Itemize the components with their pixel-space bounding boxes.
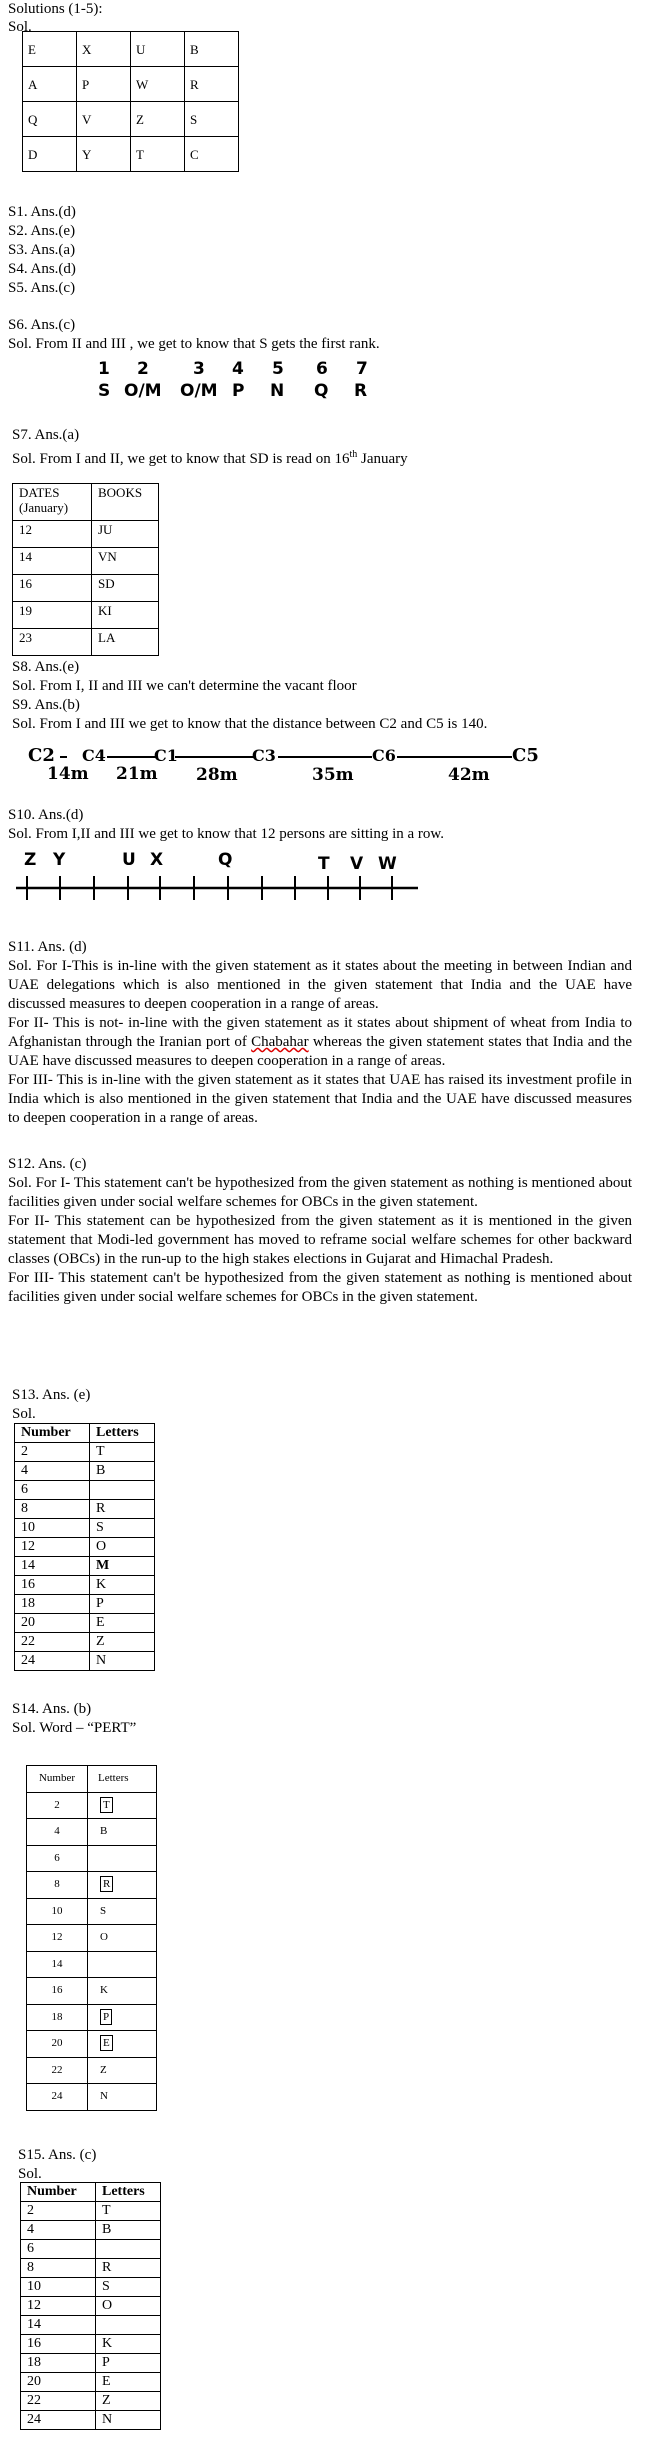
table-cell: 16 [27, 1978, 88, 2005]
table-cell: 14 [13, 548, 92, 575]
table-row [15, 1462, 155, 1481]
table-cell: JU [92, 521, 159, 548]
distance-label: 42m [448, 765, 490, 785]
table-cell: P [96, 2354, 161, 2373]
table-row [27, 1792, 157, 1819]
rank-name-5: N [270, 381, 285, 401]
table-cell: B [88, 1819, 157, 1846]
table-cell: 24 [27, 2084, 88, 2111]
s12-explanation [8, 1174, 632, 1307]
seat-label-v: V [350, 854, 364, 874]
s6-solution: Sol. From II and III , we get to know that S gets the first rank. [8, 336, 380, 352]
table-cell: 20 [15, 1614, 90, 1633]
table-cell: 12 [27, 1925, 88, 1952]
table-cell: 4 [27, 1819, 88, 1846]
grid-cell: E [23, 32, 77, 67]
table-cell: E [96, 2373, 161, 2392]
s9-answer: S9. Ans.(b) [12, 697, 80, 713]
table-row [13, 575, 159, 602]
table-cell: R [90, 1500, 155, 1519]
table-cell: Z [88, 2057, 157, 2084]
letters-header: Letters [96, 2183, 161, 2202]
seat-label-q: Q [218, 850, 233, 870]
letters-header: Letters [88, 1766, 157, 1793]
table-cell: 22 [27, 2057, 88, 2084]
s15-number-letters-table [20, 2182, 161, 2430]
letters-header: Letters [90, 1424, 155, 1443]
table-row [21, 2335, 161, 2354]
table-cell: 14 [27, 1951, 88, 1978]
seat-label-t: T [318, 854, 330, 874]
s14-solution: Sol. Word – “PERT” [12, 1720, 137, 1736]
table-cell: N [90, 1652, 155, 1671]
books-header: BOOKS [92, 484, 159, 521]
table-cell: S [88, 1898, 157, 1925]
solutions-title: Solutions (1-5): [8, 1, 103, 17]
table-cell: 20 [21, 2373, 96, 2392]
grid-cell: Y [77, 137, 131, 172]
table-cell: 8 [27, 1872, 88, 1899]
s12-para-2: For II- This statement can be hypothesized from the given statement as it is mentioned in the given statement that Modi-led government has moved to reframe social welfare schemes for other backward classes (OBCs) in the run-up to the high stakes elections in Gujarat and Himachal Pradesh. [8, 1213, 632, 1267]
rank-name-3: O/M [180, 381, 218, 401]
table-row [13, 629, 159, 656]
table-cell: 22 [21, 2392, 96, 2411]
s7-solution: Sol. From I and II, we get to know that SD is read on 16th January [12, 449, 408, 467]
table-row [21, 2411, 161, 2430]
table-row [15, 1538, 155, 1557]
table-cell: KI [92, 602, 159, 629]
number-header: Number [15, 1424, 90, 1443]
grid-cell: X [77, 32, 131, 67]
table-cell: 6 [15, 1481, 90, 1500]
table-cell: Z [96, 2392, 161, 2411]
grid-cell: A [23, 67, 77, 102]
table-row [15, 1500, 155, 1519]
table-row [13, 548, 159, 575]
s12-para-1: Sol. For I- This statement can't be hypothesized from the given statement as nothing is mentioned about facilities given under social welfare schemes for OBCs in the given statement. [8, 1175, 632, 1210]
table-cell [88, 1792, 157, 1819]
boxed-letter: E [100, 2035, 113, 2051]
table-cell: 12 [13, 521, 92, 548]
table-cell: S [90, 1519, 155, 1538]
s13-sol-label: Sol. [12, 1406, 36, 1422]
table-row [15, 1633, 155, 1652]
grid-cell: D [23, 137, 77, 172]
seat-label-u: U [122, 850, 136, 870]
grid-cell: U [131, 32, 185, 67]
table-cell [88, 1872, 157, 1899]
table-cell: 2 [21, 2202, 96, 2221]
table-cell: K [96, 2335, 161, 2354]
table-cell [88, 2004, 157, 2031]
number-header: Number [27, 1766, 88, 1793]
point-c5: C5 [512, 745, 539, 766]
table-row [13, 602, 159, 629]
table-cell: O [96, 2297, 161, 2316]
table-cell: P [90, 1595, 155, 1614]
table-row [21, 2354, 161, 2373]
s14-number-letters-table [26, 1765, 157, 2111]
rank-4: 4 [232, 359, 244, 379]
s12-answer: S12. Ans. (c) [8, 1156, 87, 1172]
table-row [21, 2316, 161, 2335]
s6-answer: S6. Ans.(c) [8, 317, 76, 333]
table-cell: E [90, 1614, 155, 1633]
table-row [21, 2202, 161, 2221]
s9-solution: Sol. From I and III we get to know that the distance between C2 and C5 is 140. [12, 716, 488, 732]
answer-s1: S1. Ans.(d) [8, 204, 76, 220]
table-cell: B [90, 1462, 155, 1481]
table-cell [88, 2031, 157, 2058]
table-cell: 12 [21, 2297, 96, 2316]
rank-name-4: P [232, 381, 245, 401]
table-row [15, 1595, 155, 1614]
table-cell: 18 [21, 2354, 96, 2373]
rank-name-7: R [354, 381, 368, 401]
boxed-letter: R [100, 1876, 113, 1892]
grid-cell: S [185, 102, 239, 137]
rank-name-6: Q [314, 381, 329, 401]
table-cell: SD [92, 575, 159, 602]
table-cell: K [90, 1576, 155, 1595]
distance-label: 14m [47, 764, 89, 784]
rank-6: 6 [316, 359, 328, 379]
table-cell: O [88, 1925, 157, 1952]
table-cell: O [90, 1538, 155, 1557]
s7-answer: S7. Ans.(a) [12, 427, 80, 443]
table-header-row [21, 2183, 161, 2202]
table-cell: M [90, 1557, 155, 1576]
rank-name-2: O/M [124, 381, 162, 401]
table-cell: 2 [15, 1443, 90, 1462]
table-cell: 19 [13, 602, 92, 629]
table-cell: S [96, 2278, 161, 2297]
table-cell: 8 [15, 1500, 90, 1519]
table-cell: 16 [15, 1576, 90, 1595]
table-cell: 24 [15, 1652, 90, 1671]
table-cell: 22 [15, 1633, 90, 1652]
s11-para-2: For II- This is not- in-line with the given statement as it states about shipment of wheat from India to Afghanistan through the Iranian port of Chabahar whereas the given statement states that India and the UAE have discussed measures to deepen cooperation in a range of areas. [8, 1015, 632, 1069]
table-cell: 8 [21, 2259, 96, 2278]
table-cell: 23 [13, 629, 92, 656]
table-row [27, 1978, 157, 2005]
grid-row [23, 32, 239, 67]
table-row [21, 2278, 161, 2297]
rank-2: 2 [137, 359, 149, 379]
table-row [15, 1652, 155, 1671]
table-row [27, 2084, 157, 2111]
table-row [27, 2031, 157, 2058]
point-c3: C3 [252, 746, 276, 765]
answer-s3: S3. Ans.(a) [8, 242, 76, 258]
table-cell: N [96, 2411, 161, 2430]
table-row [27, 1925, 157, 1952]
s11-para-3: For III- This is in-line with the given statement as it states that UAE has raised its investment profile in India which is also mentioned in the given statement that India and the UAE have discussed measures to deepen cooperation in a range of areas. [8, 1072, 632, 1126]
distance-label: 21m [116, 764, 158, 784]
s11-answer: S11. Ans. (d) [8, 939, 87, 955]
answer-s5: S5. Ans.(c) [8, 280, 76, 296]
table-cell: VN [92, 548, 159, 575]
grid-cell: C [185, 137, 239, 172]
table-cell: 2 [27, 1792, 88, 1819]
table-cell: N [88, 2084, 157, 2111]
table-row [27, 1819, 157, 1846]
rank-1: 1 [98, 359, 110, 379]
point-c4: C4 [82, 746, 106, 765]
s15-sol-label: Sol. [18, 2166, 42, 2182]
table-cell: 10 [27, 1898, 88, 1925]
table-row [27, 2004, 157, 2031]
table-row [21, 2240, 161, 2259]
grid-cell: Z [131, 102, 185, 137]
rank-3: 3 [193, 359, 205, 379]
distance-label: 35m [312, 765, 354, 785]
table-cell [88, 1951, 157, 1978]
grid-row [23, 67, 239, 102]
seating-row-diagram [0, 870, 440, 910]
table-cell: T [90, 1443, 155, 1462]
s12-para-3: For III- This statement can't be hypothesized from the given statement as nothing is mentioned about facilities given under social welfare schemes for OBCs in the given statement. [8, 1270, 632, 1305]
table-row [27, 1898, 157, 1925]
table-cell: 4 [21, 2221, 96, 2240]
seat-label-y: Y [53, 850, 66, 870]
table-row [15, 1614, 155, 1633]
table-cell [96, 2316, 161, 2335]
s10-solution: Sol. From I,II and III we get to know that 12 persons are sitting in a row. [8, 826, 445, 842]
grid-cell: P [77, 67, 131, 102]
sol-label: Sol. [8, 19, 32, 35]
number-header: Number [21, 2183, 96, 2202]
grid-cell: B [185, 32, 239, 67]
table-row [21, 2297, 161, 2316]
grid-cell: V [77, 102, 131, 137]
table-cell: 20 [27, 2031, 88, 2058]
grid-row [23, 137, 239, 172]
table-cell: 14 [15, 1557, 90, 1576]
table-row [21, 2259, 161, 2278]
grid-cell: Q [23, 102, 77, 137]
table-cell: LA [92, 629, 159, 656]
grid-row [23, 102, 239, 137]
table-cell: 10 [21, 2278, 96, 2297]
table-header-row [15, 1424, 155, 1443]
boxed-letter: P [100, 2009, 112, 2025]
s13-answer: S13. Ans. (e) [12, 1387, 91, 1403]
table-cell: 14 [21, 2316, 96, 2335]
table-cell: Z [90, 1633, 155, 1652]
s8-answer: S8. Ans.(e) [12, 659, 80, 675]
table-cell: 6 [27, 1845, 88, 1872]
table-cell [96, 2240, 161, 2259]
answer-s2: S2. Ans.(e) [8, 223, 76, 239]
s8-solution: Sol. From I, II and III we can't determine the vacant floor [12, 678, 357, 694]
table-cell: 12 [15, 1538, 90, 1557]
rank-5: 5 [272, 359, 284, 379]
table-row [15, 1481, 155, 1500]
table-row [21, 2373, 161, 2392]
s14-answer: S14. Ans. (b) [12, 1701, 92, 1717]
seat-label-z: Z [24, 850, 37, 870]
table-row [15, 1576, 155, 1595]
distance-label: 28m [196, 765, 238, 785]
table-cell: 18 [27, 2004, 88, 2031]
table-cell: B [96, 2221, 161, 2240]
rank-name-1: S [98, 381, 111, 401]
table-cell: 18 [15, 1595, 90, 1614]
grid-cell: T [131, 137, 185, 172]
table-row [15, 1557, 155, 1576]
table-row [21, 2221, 161, 2240]
s13-number-letters-table [14, 1423, 155, 1671]
table-cell: R [96, 2259, 161, 2278]
s11-explanation [8, 957, 632, 1128]
table-row [15, 1443, 155, 1462]
seat-label-x: X [150, 850, 164, 870]
table-cell [90, 1481, 155, 1500]
grid-cell: W [131, 67, 185, 102]
table-cell: 24 [21, 2411, 96, 2430]
boxed-letter: T [100, 1797, 113, 1813]
answer-s4: S4. Ans.(d) [8, 261, 76, 277]
point-c6: C6 [372, 746, 396, 765]
table-cell: 16 [13, 575, 92, 602]
dates-header: DATES (January) [13, 484, 92, 521]
s15-answer: S15. Ans. (c) [18, 2147, 97, 2163]
table-row [21, 2392, 161, 2411]
table-row [27, 1951, 157, 1978]
table-cell: K [88, 1978, 157, 2005]
point-c1: C1 [154, 746, 178, 765]
table-row [13, 521, 159, 548]
s11-para-1: Sol. For I-This is in-line with the given statement as it states about the meeting in between Indian and UAE delegations which is also mentioned in the given statement that India and the UAE have discussed measures to deepen cooperation in a range of areas. [8, 958, 632, 1012]
table-row [27, 2057, 157, 2084]
table-cell [88, 1845, 157, 1872]
s10-answer: S10. Ans.(d) [8, 807, 84, 823]
table-cell: 4 [15, 1462, 90, 1481]
seat-label-w: W [378, 854, 397, 874]
table-cell: 10 [15, 1519, 90, 1538]
seating-grid [22, 31, 239, 172]
grid-cell: R [185, 67, 239, 102]
table-cell: T [96, 2202, 161, 2221]
table-row [15, 1519, 155, 1538]
table-row [27, 1845, 157, 1872]
table-header-row [27, 1766, 157, 1793]
dates-books-table [12, 483, 159, 656]
rank-7: 7 [356, 359, 368, 379]
point-c2: C2 [28, 745, 55, 766]
table-row [27, 1872, 157, 1899]
table-cell: 16 [21, 2335, 96, 2354]
table-cell: 6 [21, 2240, 96, 2259]
table-header-row [13, 484, 159, 521]
